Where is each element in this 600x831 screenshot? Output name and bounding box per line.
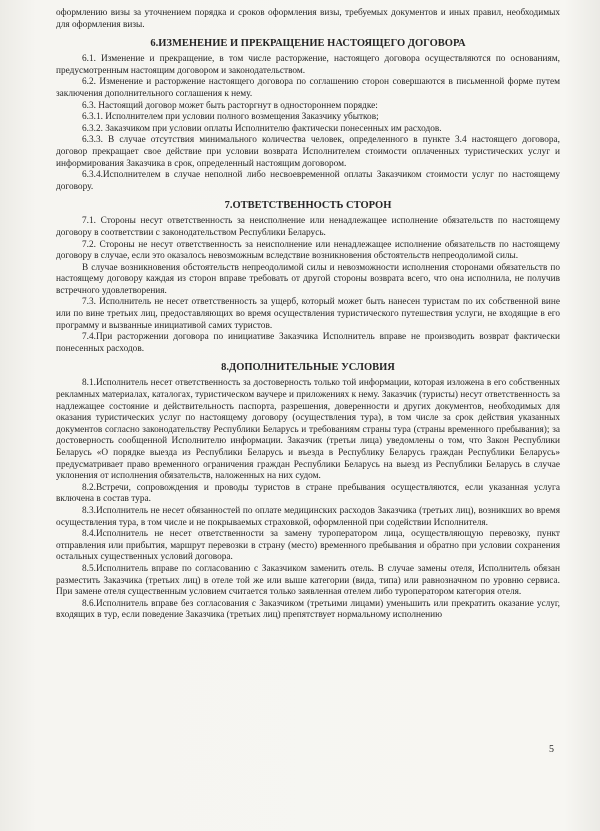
- paragraph-7-2-force-majeure: В случае возникновения обстоятельств непреодолимой силы и невозможности исполнения сторонами обязательств по настоящему договору каждая из сторон вправе требовать от другой стороны возврата всего, что она исполнила, не получив встречного удовлетворения.: [56, 262, 560, 296]
- paragraph-6-3: 6.3. Настоящий договор может быть расторгнут в одностороннем порядке:: [82, 100, 378, 111]
- paragraph-8-1: 8.1.Исполнитель несет ответственность за достоверность только той информации, которая изложена в его собственных рекламных материалах, каталогах, туристическом ваучере и приложениях к нему. Заказчик (туристы) несут ответственность за надлежащее состояние и действительность паспорта, разрешения, доверенности и других документов, необходимых для оказания туристических услуг по настоящему договору (осуществления тура), в том числе за срок действия указанных документов согласно законодательству Республики Беларусь и требованиям страны тура (страны временного пребывания); за достоверность сообщенной Исполнителю информации. Заказчик (третьи лица) уведомлены о том, что Закон Республики Беларусь «О порядке выезда из Республики Беларусь и въезда в Республику Беларусь граждан Республики Беларусь» предусматривает право временного ограничения граждан Республики Беларусь на выезд из Республики Беларусь в случае уклонения от исполнения обязательств, наложенных на них судом.: [56, 378, 560, 482]
- paragraph-6-3-4: 6.3.4.Исполнителем в случае неполной либо несвоевременной оплаты Заказчиком стоимости услуг по настоящему договору.: [56, 170, 560, 192]
- paragraph-8-3: 8.3.Исполнитель не несет обязанностей по оплате медицинских расходов Заказчика (третьих лиц), возникших во время осуществления тура, в том числе и не покрываемых страховкой, оформленной при содействии Исполнителя.: [56, 505, 560, 528]
- paragraph-8-5: 8.5.Исполнитель вправе по согласованию с Заказчиком заменить отель. В случае замены отеля, Исполнитель обязан разместить Заказчика (третьих лиц) в отеле той же или выше категории (вида, типа) или равнозначном по уровню сервиса. При замене отеля существенным условием считается только заявленная отелем либо туроператором категория отеля.: [56, 563, 560, 598]
- paragraph-6-2: 6.2. Изменение и расторжение настоящего договора по соглашению сторон совершаются в письменной форме путем заключения дополнительного соглашения к нему.: [56, 77, 560, 99]
- section-6-title: 6.ИЗМЕНЕНИЕ И ПРЕКРАЩЕНИЕ НАСТОЯЩЕГО ДОГОВОРА: [150, 38, 466, 50]
- paragraph-continuation: оформлению визы за уточнением порядка и сроков оформления визы, требуемых документов и иных правил, необходимых для оформления визы.: [56, 8, 560, 30]
- paragraph-6-3-3: 6.3.3. В случае отсутствия минимального количества человек, определенного в пункте 3.4 настоящего договора, договор прекращает свое действие при условии возврата Исполнителем стоимости оплаченных туристических услуг и информирования Заказчика в срок, определенный настоящим договором.: [56, 135, 560, 169]
- paragraph-8-4: 8.4.Исполнитель не несет ответственности за замену туроператором лица, осуществляющую перевозку, пункт отправления или прибытия, маршрут перевозки в страну (место) временного пребывания и обратно при условии сохранения остальных существенных условий договора.: [56, 529, 560, 563]
- section-7-title: 7.ОТВЕТСТВЕННОСТЬ СТОРОН: [224, 200, 392, 212]
- paragraph-8-2: 8.2.Встречи, сопровождения и проводы туристов в стране пребывания осуществляются, если указанная услуга включена в состав тура.: [56, 482, 560, 505]
- paragraph-6-1: 6.1. Изменение и прекращение, в том числе расторжение, настоящего договора осуществляются по основаниям, предусмотренным настоящим договором и законодательством.: [56, 54, 560, 76]
- paragraph-8-6: 8.6.Исполнитель вправе без согласования с Заказчиком (третьими лицами) уменьшить или прекратить оказание услуг, входящих в тур, если поведение Заказчика (третьих лиц) препятствует нормальному исполнению: [56, 598, 560, 621]
- page-number: 5: [549, 744, 554, 755]
- paragraph-7-2: 7.2. Стороны не несут ответственность за неисполнение или ненадлежащее исполнение обязательств по настоящему договору в случае, если это оказалось невозможным вследствие возникновения обстоятельств непреодолимой силы.: [56, 239, 560, 262]
- paragraph-6-3-1: 6.3.1. Исполнителем при условии полного возмещения Заказчику убытков;: [82, 112, 379, 123]
- section-8-title: 8.ДОПОЛНИТЕЛЬНЫЕ УСЛОВИЯ: [221, 362, 395, 374]
- paragraph-7-3: 7.3. Исполнитель не несет ответственность за ущерб, который может быть нанесен туристам по их собственной вине или по вине третьих лиц, предоставляющих во время осуществления туристического путешествия услуги, не входящие в его программу и вызванные инициативой самих туристов.: [56, 297, 560, 331]
- paragraph-7-1: 7.1. Стороны несут ответственность за неисполнение или ненадлежащее исполнение обязательств по настоящему договору в соответствии с законодательством Республики Беларусь.: [56, 216, 560, 238]
- paragraph-7-4: 7.4.При расторжении договора по инициативе Заказчика Исполнитель вправе не производить возврат фактически понесенных расходов.: [56, 332, 560, 354]
- paragraph-6-3-2: 6.3.2. Заказчиком при условии оплаты Исполнителю фактически понесенных им расходов.: [82, 123, 442, 134]
